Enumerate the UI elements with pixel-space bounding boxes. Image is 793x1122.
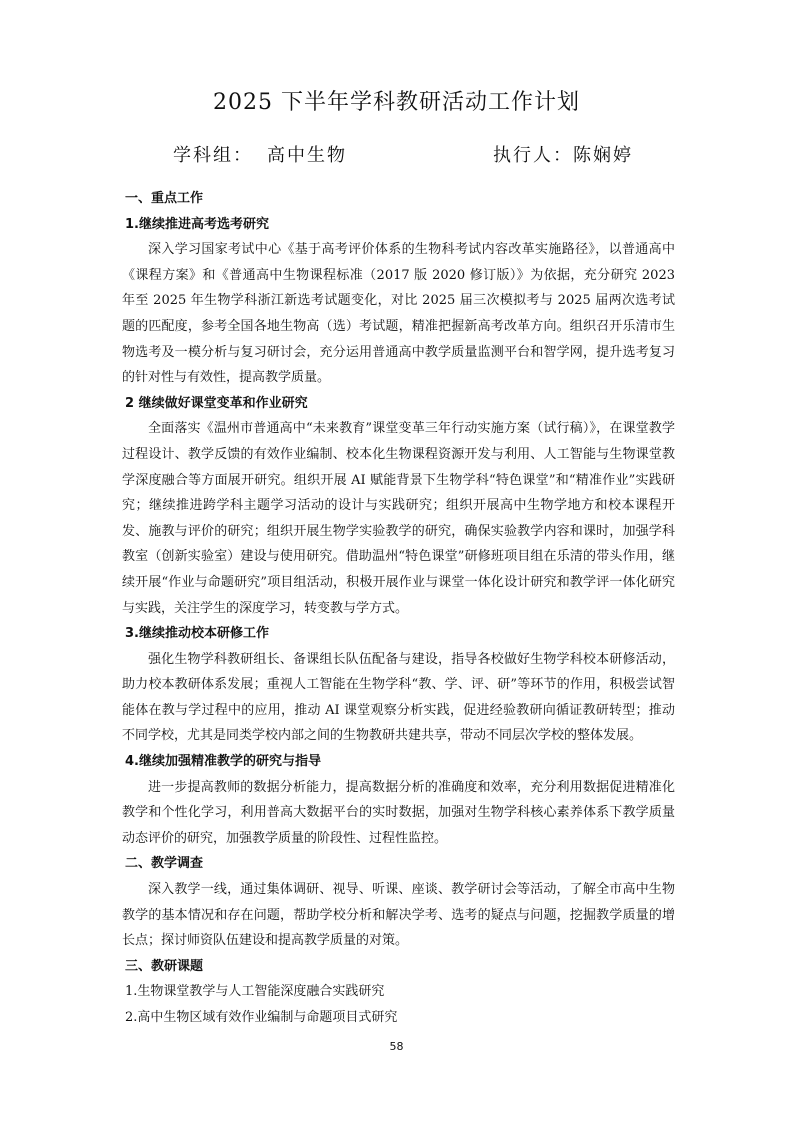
subsection-heading-exam-research: 1.继续推进高考选考研究 xyxy=(125,216,269,232)
paragraph-school-based-training: 强化生物学科教研组长、备课组长队伍配备与建设，指导各校做好生物学科校本研修活动，助力校本教研体系发展；重视人工智能在生物学科“教、学、评、研”等环节的作用，积极尝试智能体在教与学过程中的应用，推动 AI 课堂观察分析实践，促进经验教研向循证教研转型；推动不同学校，尤其是同类学校内部之间的生物教研共建共享，带动不同层次学校的整体发展。 xyxy=(122,651,675,744)
executor-label: 执行人： xyxy=(493,145,573,166)
subject-group-value: 高中生物 xyxy=(267,145,347,166)
paragraph-teaching-survey: 深入教学一线，通过集体调研、视导、听课、座谈、教学研讨会等活动，了解全市高中生物教学的基本情况和存在问题，帮助学校分析和解决学考、选考的疑点与问题，挖掘教学质量的增长点；探讨师资队伍建设和提高教学质量的对策。 xyxy=(122,882,675,949)
paragraph-classroom-reform: 全面落实《温州市普通高中“未来教育”课堂变革三年行动实施方案（试行稿）》，在课堂教学过程设计、教学反馈的有效作业编制、校本化生物课程资源开发与利用、人工智能与生物课堂教学深度融合等方面展开研究。组织开展 AI 赋能背景下生物学科“特色课堂”和“精准作业”实践研究；继续推进跨学科主题学习活动的设计与实践研究；组织开展高中生物学地方和校本课程开发、施教与评价的研究；组织开展生物学实验教学的研究，确保实验教学内容和课时，加强学科教室（创新实验室）建设与使用研究。借助温州“特色课堂”研修班项目组在乐清的带头作用，继续开展“作业与命题研究”项目组活动，积极开展作业与课堂一体化设计研究和教学评一体化研究与实践，关注学生的深度学习，转变教与学方式。 xyxy=(122,421,675,616)
section-heading-research-topics: 三、教研课题 xyxy=(125,958,204,974)
list-item: 2.高中生物区域有效作业编制与命题项目式研究 xyxy=(125,1010,398,1025)
paragraph-exam-research: 深入学习国家考试中心《基于高考评价体系的生物科考试内容改革实施路径》，以普通高中《课程方案》和《普通高中生物课程标准（2017 版 2020 修订版）》为依据，充分研究 2023 年至 2025 年生物学科浙江新选考试题变化，对比 2025 届三次模拟考与 2025 届两次选考试题的匹配度，参考全国各地生物高（选）考试题，精准把握新高考改革方向。组织召开乐清市生物选考及一模分析与复习研讨会，充分运用普通高中教学质量监测平台和智学网，提升选考复习的针对性与有效性，提高教学质量。 xyxy=(122,242,675,386)
list-item: 1.生物课堂教学与人工智能深度融合实践研究 xyxy=(125,984,385,1000)
page-number: 58 xyxy=(389,1040,404,1053)
executor-value: 陈娴婷 xyxy=(573,145,633,166)
paragraph-precision-teaching: 进一步提高教师的数据分析能力，提高数据分析的准确度和效率，充分利用数据促进精准化教学和个性化学习，利用普高大数据平台的实时数据，加强对生物学科核心素养体系下教学质量动态评价的研究，加强教学质量的阶段性、过程性监控。 xyxy=(122,779,675,846)
subsection-heading-school-based-training: 3.继续推动校本研修工作 xyxy=(125,626,269,642)
subsection-heading-precision-teaching: 4.继续加强精准教学的研究与指导 xyxy=(125,754,321,770)
subject-group-label: 学科组： xyxy=(173,145,253,166)
subsection-heading-classroom-reform: 2 继续做好课堂变革和作业研究 xyxy=(125,395,308,411)
document-body xyxy=(122,186,675,1031)
page-title: 2025 下半年学科教研活动工作计划 xyxy=(213,90,580,115)
subject-group-line xyxy=(173,142,347,170)
section-heading-teaching-survey: 二、教学调查 xyxy=(125,856,204,872)
section-heading-key-work: 一、重点工作 xyxy=(125,191,204,206)
executor-line xyxy=(493,142,633,170)
